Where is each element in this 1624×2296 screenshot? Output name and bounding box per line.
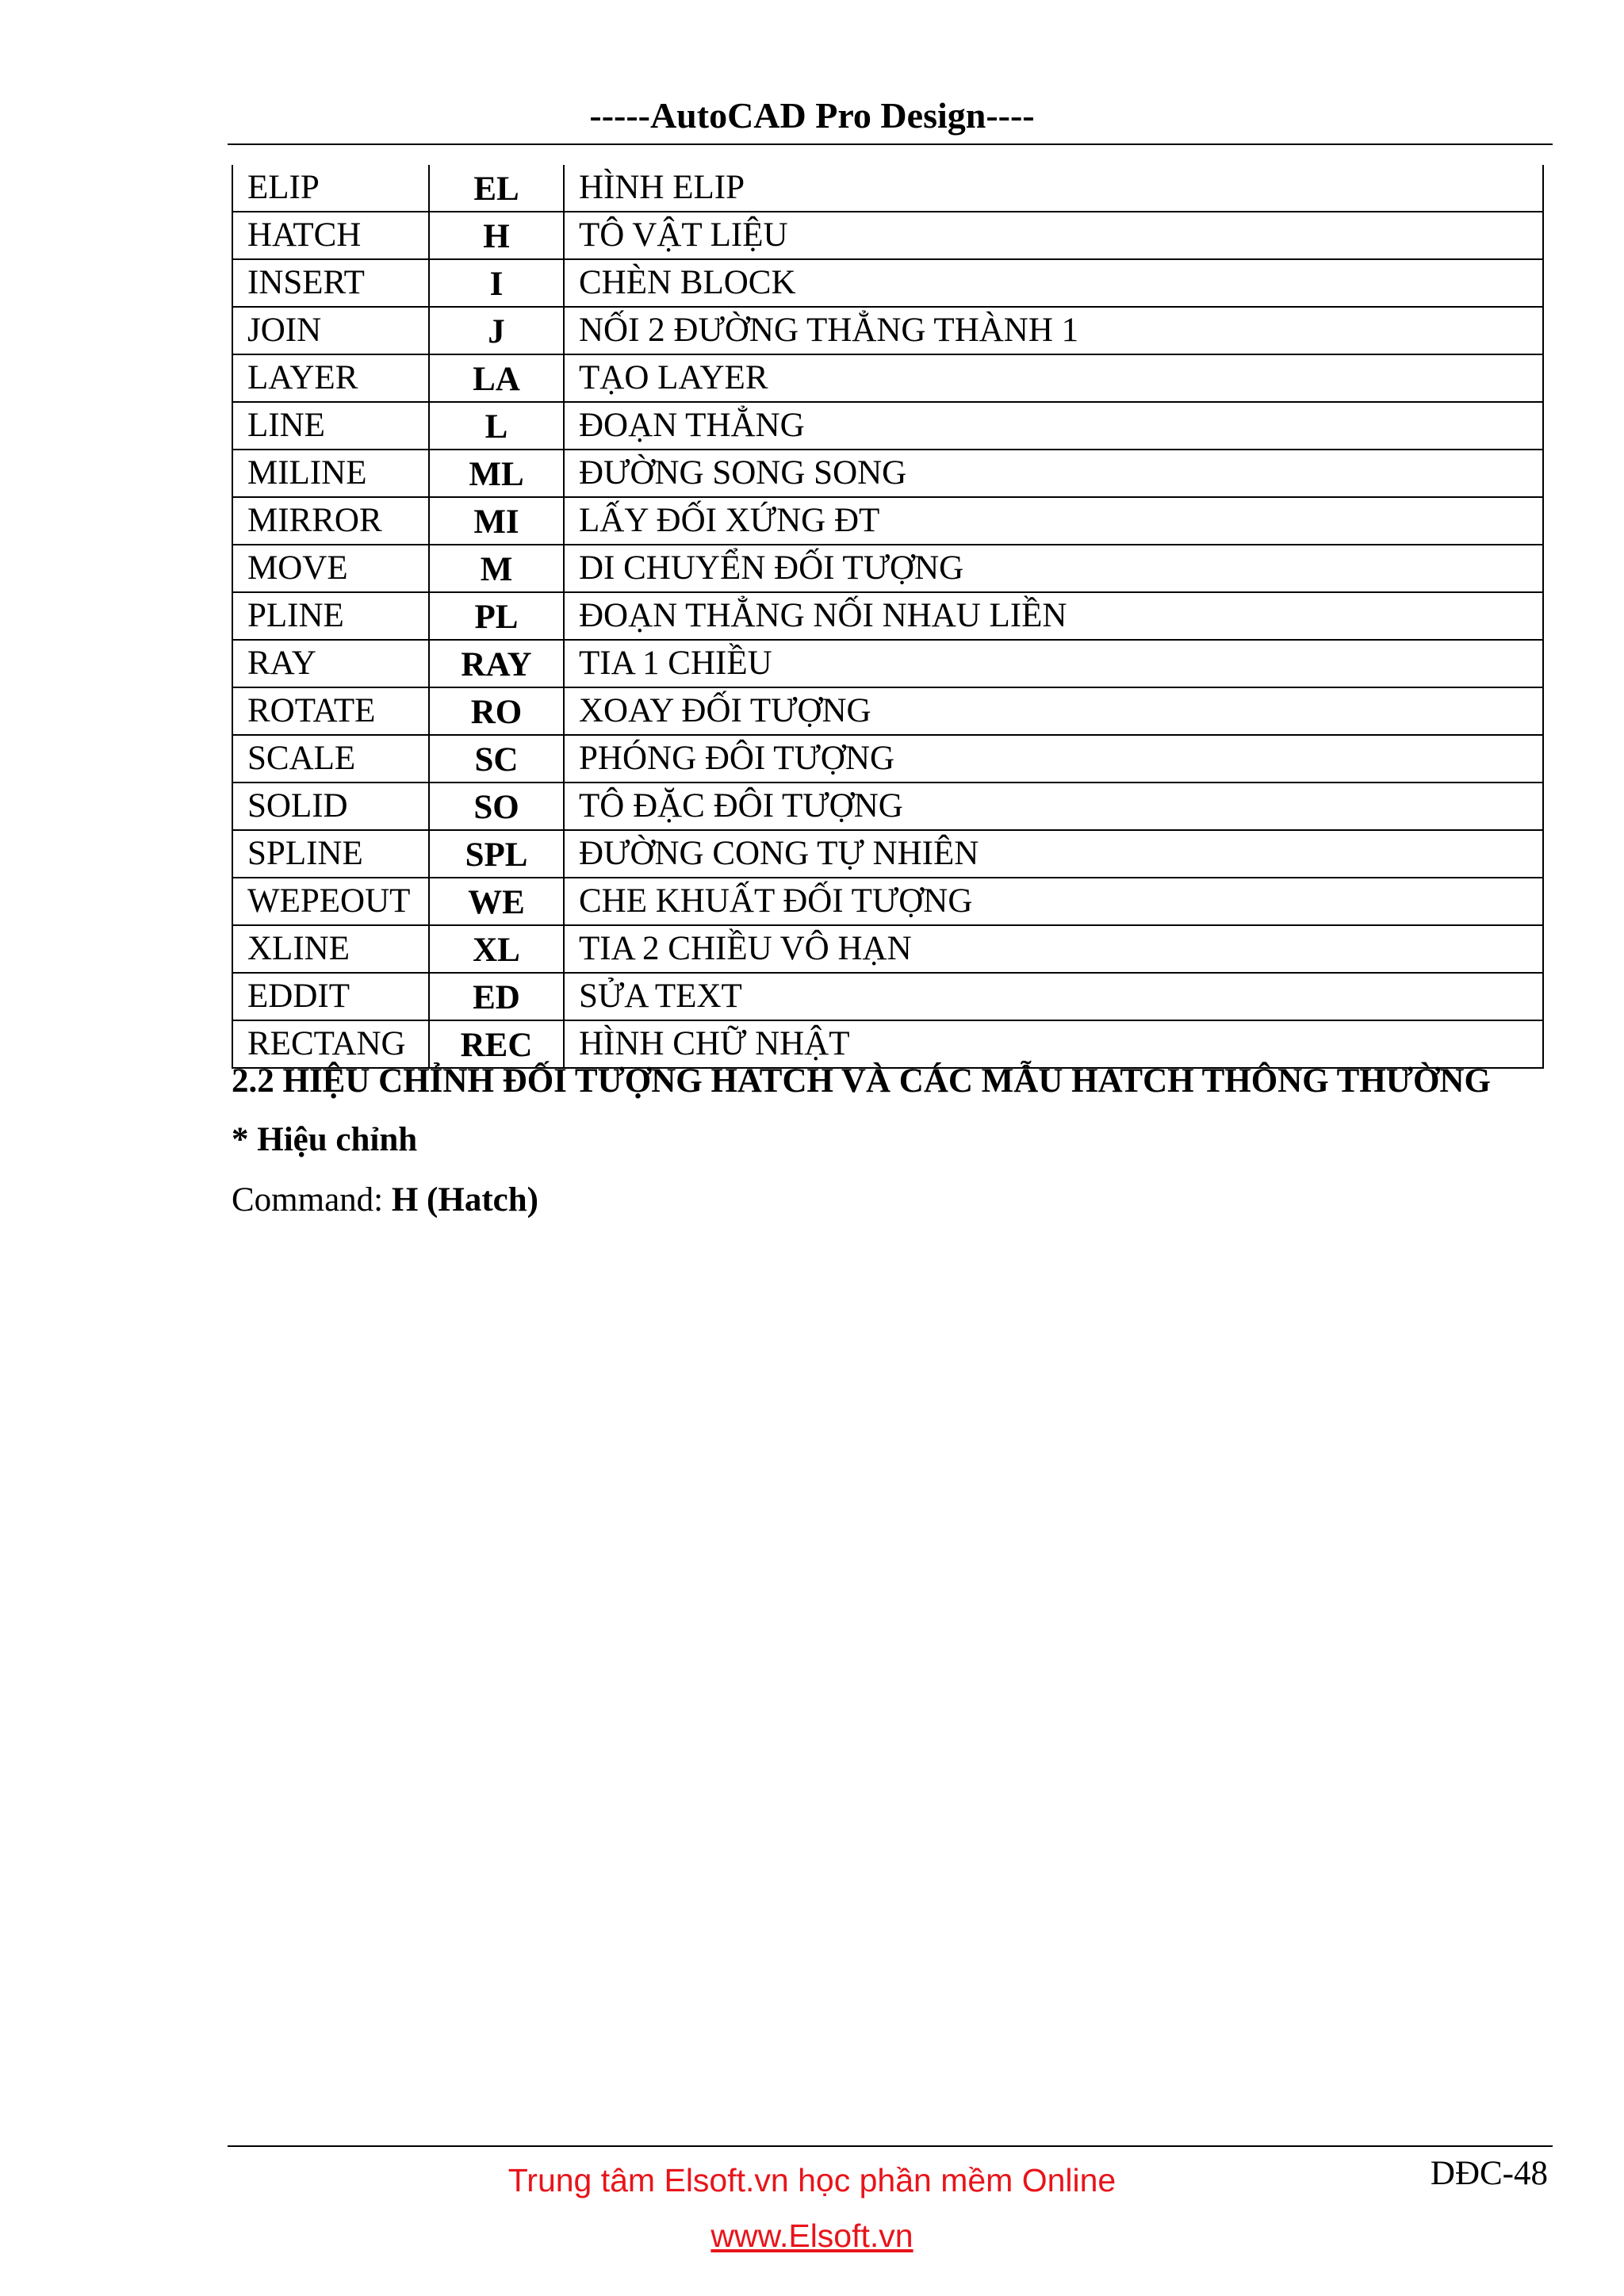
description-cell: ĐƯỜNG CONG TỰ NHIÊN: [564, 830, 1543, 878]
command-cell: RECTANG: [232, 1020, 429, 1068]
command-cell: SPLINE: [232, 830, 429, 878]
description-cell: TIA 1 CHIỀU: [564, 640, 1543, 687]
command-cell: WEPEOUT: [232, 878, 429, 925]
alias-cell: SC: [429, 735, 564, 783]
alias-cell: WE: [429, 878, 564, 925]
alias-cell: H: [429, 212, 564, 259]
command-cell: MOVE: [232, 545, 429, 592]
footer-center: [0, 2156, 1624, 2258]
command-line: [232, 1178, 538, 1223]
alias-cell: PL: [429, 592, 564, 640]
description-cell: NỐI 2 ĐƯỜNG THẲNG THÀNH 1: [564, 307, 1543, 354]
footer-divider: [228, 2145, 1553, 2147]
command-cell: XLINE: [232, 925, 429, 973]
description-cell: TÔ VẬT LIỆU: [564, 212, 1543, 259]
description-cell: TẠO LAYER: [564, 354, 1543, 402]
page-number: DĐC-48: [1430, 2155, 1548, 2192]
page-header-title: -----AutoCAD Pro Design----: [589, 95, 1035, 136]
table-row: [232, 830, 1543, 878]
command-cell: JOIN: [232, 307, 429, 354]
description-cell: ĐOẠN THẲNG: [564, 402, 1543, 450]
table-row: [232, 783, 1543, 830]
alias-cell: L: [429, 402, 564, 450]
alias-cell: LA: [429, 354, 564, 402]
description-cell: PHÓNG ĐÔI TƯỢNG: [564, 735, 1543, 783]
description-cell: CHÈN BLOCK: [564, 259, 1543, 307]
table-row: [232, 925, 1543, 973]
command-cell: SOLID: [232, 783, 429, 830]
alias-cell: ML: [429, 450, 564, 497]
alias-cell: J: [429, 307, 564, 354]
table-row: [232, 545, 1543, 592]
table-row: [232, 307, 1543, 354]
table-row: [232, 497, 1543, 545]
alias-cell: M: [429, 545, 564, 592]
table-row: [232, 212, 1543, 259]
footer-org-text: Trung tâm Elsoft.vn học phần mềm Online: [508, 2162, 1116, 2198]
table-row: [232, 259, 1543, 307]
alias-cell: RO: [429, 687, 564, 735]
description-cell: DI CHUYỂN ĐỐI TƯỢNG: [564, 545, 1543, 592]
header-divider: [228, 144, 1553, 145]
description-cell: ĐOẠN THẲNG NỐI NHAU LIỀN: [564, 592, 1543, 640]
command-cell: SCALE: [232, 735, 429, 783]
table-row: [232, 354, 1543, 402]
section-heading: 2.2 HIỆU CHỈNH ĐỐI TƯỢNG HATCH VÀ CÁC MẪU HATCH THÔNG THƯỜNG: [232, 1062, 1491, 1100]
command-cell: ELIP: [232, 165, 429, 212]
footer-url-link[interactable]: www.Elsoft.vn: [710, 2218, 914, 2254]
description-cell: XOAY ĐỐI TƯỢNG: [564, 687, 1543, 735]
table-row: [232, 687, 1543, 735]
description-cell: ĐƯỜNG SONG SONG: [564, 450, 1543, 497]
table-row: [232, 450, 1543, 497]
command-cell: RAY: [232, 640, 429, 687]
alias-cell: I: [429, 259, 564, 307]
description-cell: LẤY ĐỐI XỨNG ĐT: [564, 497, 1543, 545]
command-cell: MILINE: [232, 450, 429, 497]
alias-cell: ED: [429, 973, 564, 1020]
description-cell: TÔ ĐẶC ĐÔI TƯỢNG: [564, 783, 1543, 830]
alias-cell: RAY: [429, 640, 564, 687]
command-cell: EDDIT: [232, 973, 429, 1020]
alias-cell: EL: [429, 165, 564, 212]
command-table: [232, 165, 1544, 1069]
command-cell: PLINE: [232, 592, 429, 640]
alias-cell: REC: [429, 1020, 564, 1068]
alias-cell: XL: [429, 925, 564, 973]
command-cell: HATCH: [232, 212, 429, 259]
description-cell: TIA 2 CHIỀU VÔ HẠN: [564, 925, 1543, 973]
description-cell: CHE KHUẤT ĐỐI TƯỢNG: [564, 878, 1543, 925]
sub-heading: * Hiệu chỉnh: [232, 1121, 418, 1158]
table-row: [232, 735, 1543, 783]
command-cell: ROTATE: [232, 687, 429, 735]
alias-cell: MI: [429, 497, 564, 545]
alias-cell: SPL: [429, 830, 564, 878]
description-cell: SỬA TEXT: [564, 973, 1543, 1020]
table-row: [232, 640, 1543, 687]
command-cell: INSERT: [232, 259, 429, 307]
command-table-body: [232, 165, 1543, 1068]
table-row: [232, 592, 1543, 640]
command-cell: LINE: [232, 402, 429, 450]
table-row: [232, 973, 1543, 1020]
table-row: [232, 402, 1543, 450]
command-label: Command:: [232, 1181, 392, 1219]
description-cell: HÌNH ELIP: [564, 165, 1543, 212]
command-value: H (Hatch): [391, 1181, 538, 1219]
table-row: [232, 165, 1543, 212]
description-cell: HÌNH CHỮ NHẬT: [564, 1020, 1543, 1068]
table-row: [232, 878, 1543, 925]
command-cell: MIRROR: [232, 497, 429, 545]
alias-cell: SO: [429, 783, 564, 830]
command-cell: LAYER: [232, 354, 429, 402]
